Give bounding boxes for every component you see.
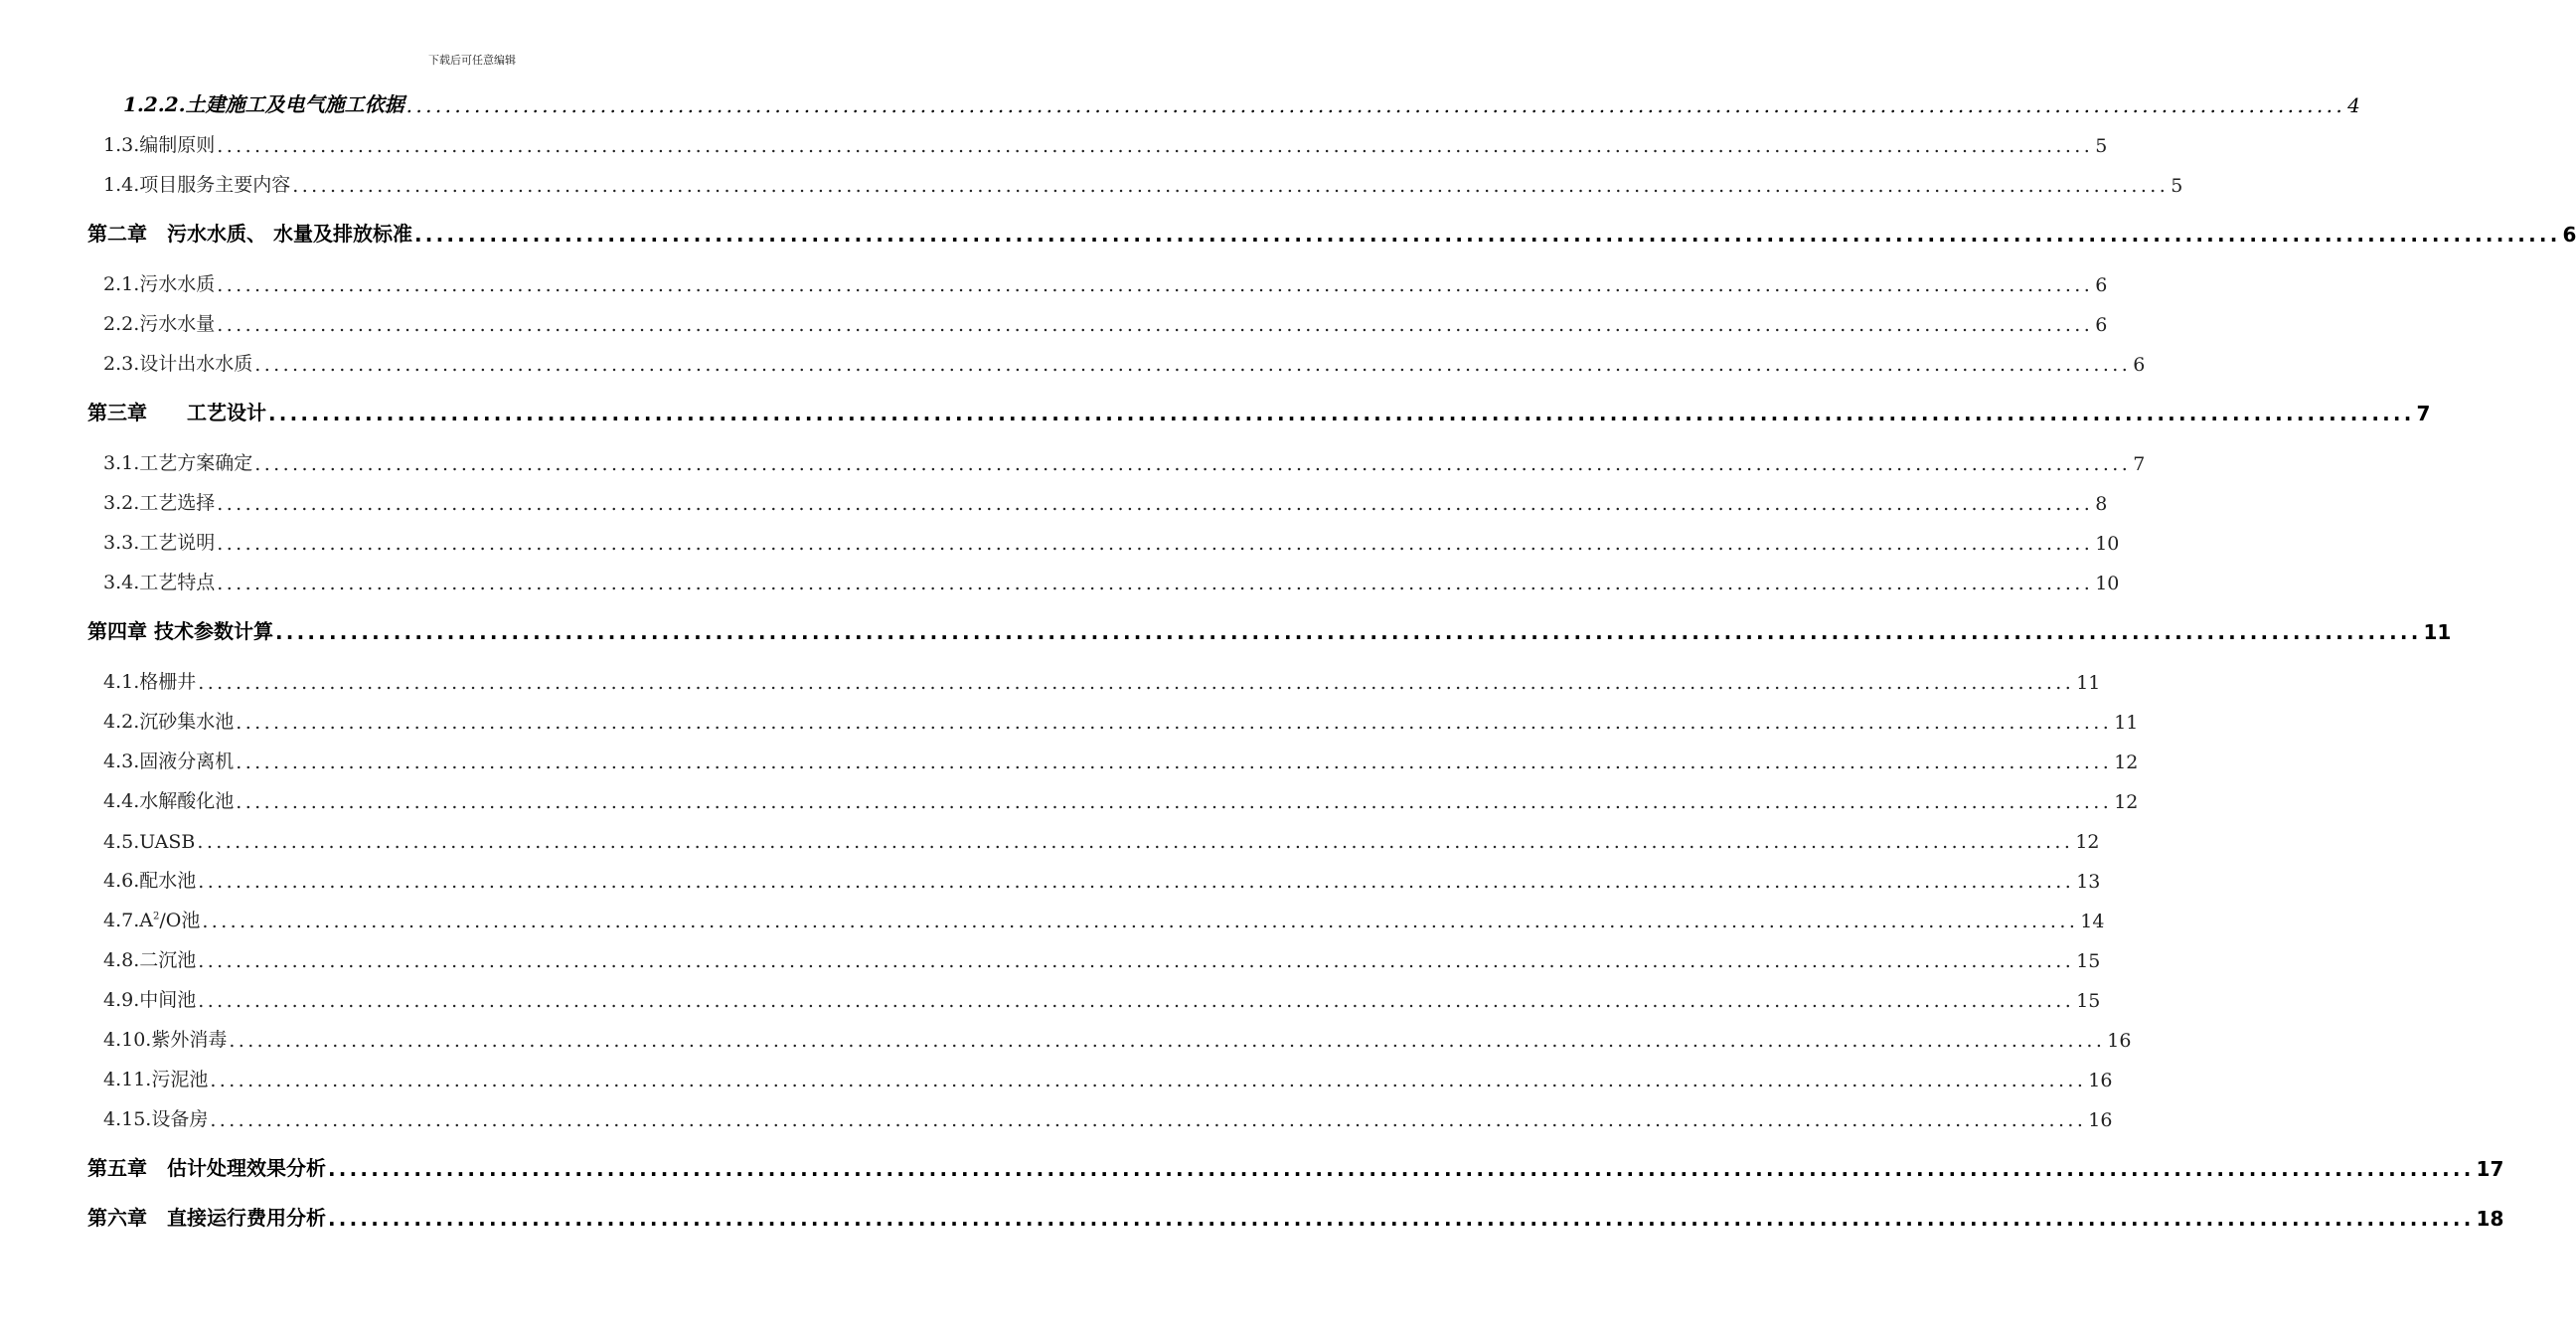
toc-page-number: 10	[2095, 533, 2120, 555]
toc-entry-label: 4.3.固液分离机	[103, 751, 235, 772]
toc-dot-leader: ........................................................................................................................................................................................................	[328, 1157, 2475, 1181]
toc-chapter-entry[interactable]	[87, 1153, 2504, 1181]
toc-entry-label: 1.4.项目服务主要内容	[103, 174, 291, 196]
toc-entry-label: 4.8.二沉池	[103, 949, 197, 971]
toc-page-number: 16	[2088, 1070, 2113, 1091]
toc-entry-label: 第六章 直接运行费用分析	[87, 1206, 326, 1230]
toc-page-number: 15	[2076, 990, 2101, 1012]
toc-section-entry[interactable]	[103, 1024, 2132, 1052]
toc-entry-label: $4.7.A^2/O$池	[103, 910, 201, 931]
toc-section-entry[interactable]	[103, 447, 2146, 475]
toc-dot-leader: ........................................................................................................................................................................................................	[217, 573, 2094, 594]
toc-entry-label: 4.2.沉砂集水池	[103, 711, 235, 733]
toc-dot-leader: ........................................................................................................................................................................................................	[202, 911, 2079, 932]
toc-page-number: 8	[2095, 493, 2108, 515]
toc-dot-leader: ........................................................................................................................................................................................................	[198, 672, 2075, 694]
toc-page-number: 17	[2476, 1157, 2504, 1181]
toc-section-entry[interactable]	[103, 825, 2100, 853]
toc-chapter-entry[interactable]	[87, 398, 2431, 425]
toc-dot-leader: ........................................................................................................................................................................................................	[405, 93, 2346, 117]
toc-page-number: 5	[2171, 175, 2183, 197]
toc-section-entry[interactable]	[103, 169, 2183, 197]
toc-dot-leader: ........................................................................................................................................................................................................	[217, 274, 2094, 296]
toc-section-entry[interactable]	[103, 348, 2146, 376]
toc-entry-label: 第四章 技术参数计算	[87, 619, 273, 643]
toc-chapter-entry[interactable]	[87, 1203, 2504, 1231]
toc-entry-label: 3.1.工艺方案确定	[103, 452, 253, 474]
toc-dot-leader: ........................................................................................................................................................................................................	[198, 950, 2075, 972]
toc-dot-leader: ........................................................................................................................................................................................................	[217, 135, 2094, 157]
toc-section-entry[interactable]	[103, 905, 2105, 932]
toc-chapter-entry[interactable]	[87, 616, 2452, 644]
toc-dot-leader: ........................................................................................................................................................................................................	[274, 620, 2422, 644]
toc-dot-leader: ........................................................................................................................................................................................................	[236, 752, 2113, 773]
toc-section-entry[interactable]	[103, 706, 2139, 734]
toc-page-number: 4	[2347, 93, 2360, 117]
toc-dot-leader: ........................................................................................................................................................................................................	[236, 791, 2113, 813]
toc-dot-leader: ........................................................................................................................................................................................................	[268, 402, 2415, 425]
toc-section-entry[interactable]	[103, 129, 2108, 157]
toc-entry-label: 4.10.紫外消毒	[103, 1029, 228, 1051]
toc-page-number: 5	[2095, 135, 2108, 157]
toc-section-entry[interactable]	[103, 487, 2108, 515]
toc-page-number: 13	[2076, 871, 2101, 893]
toc-dot-leader: ........................................................................................................................................................................................................	[254, 354, 2132, 376]
toc-dot-leader: ........................................................................................................................................................................................................	[210, 1109, 2087, 1131]
toc-subsection-entry[interactable]	[123, 89, 2360, 117]
toc-section-entry[interactable]	[103, 308, 2108, 336]
toc-page-number: 16	[2088, 1109, 2113, 1131]
toc-section-entry[interactable]	[103, 1103, 2113, 1131]
toc-entry-label: 4.15.设备房	[103, 1108, 209, 1130]
toc-section-entry[interactable]	[103, 865, 2101, 893]
toc-page-number: 6	[2095, 274, 2108, 296]
toc-entry-label: 第二章 污水水质、 水量及排放标准	[87, 222, 412, 246]
toc-entry-label: 第三章 工艺设计	[87, 401, 266, 424]
toc-entry-label: 3.3.工艺说明	[103, 532, 216, 554]
toc-dot-leader: ........................................................................................................................................................................................................	[413, 223, 2561, 247]
toc-entry-label: 4.4.水解酸化池	[103, 790, 235, 812]
toc-section-entry[interactable]	[103, 984, 2101, 1012]
page-header: 下载后可任意编辑	[428, 54, 516, 67]
toc-entry-label: 3.2.工艺选择	[103, 492, 216, 514]
toc-page-number: 12	[2075, 831, 2100, 853]
toc-dot-leader: ........................................................................................................................................................................................................	[210, 1070, 2087, 1091]
toc-dot-leader: ........................................................................................................................................................................................................	[229, 1030, 2106, 1052]
toc-chapter-entry[interactable]	[87, 219, 2576, 247]
toc-section-entry[interactable]	[103, 944, 2101, 972]
toc-entry-label: 2.1.污水水质	[103, 273, 216, 295]
toc-section-entry[interactable]	[103, 666, 2101, 694]
toc-dot-leader: ........................................................................................................................................................................................................	[217, 533, 2094, 555]
toc-dot-leader: ........................................................................................................................................................................................................	[328, 1207, 2475, 1231]
toc-entry-label: 4.9.中间池	[103, 989, 197, 1011]
toc-page-number: 18	[2476, 1207, 2504, 1231]
toc-entry-label: 3.4.工艺特点	[103, 572, 216, 593]
toc-section-entry[interactable]	[103, 567, 2120, 594]
toc-dot-leader: ........................................................................................................................................................................................................	[217, 493, 2094, 515]
toc-page-number: 6	[2095, 314, 2108, 336]
toc-page-number: 11	[2114, 712, 2139, 734]
toc-entry-label: 1.2.2.土建施工及电气施工依据	[123, 92, 404, 116]
toc-dot-leader: ........................................................................................................................................................................................................	[254, 453, 2132, 475]
toc-page-number: 6	[2133, 354, 2146, 376]
toc-page-number: 11	[2076, 672, 2101, 694]
toc-dot-leader: ........................................................................................................................................................................................................	[236, 712, 2113, 734]
toc-page-number: 12	[2114, 791, 2139, 813]
toc-page-number: 12	[2114, 752, 2139, 773]
toc-dot-leader: ........................................................................................................................................................................................................	[197, 831, 2074, 853]
toc-page-number: 15	[2076, 950, 2101, 972]
toc-entry-label: 4.6.配水池	[103, 870, 197, 892]
toc-page-number: 11	[2423, 620, 2452, 644]
toc-page-number: 16	[2107, 1030, 2132, 1052]
toc-page-number: 6	[2562, 223, 2576, 247]
toc-page-number: 14	[2080, 911, 2105, 932]
toc-dot-leader: ........................................................................................................................................................................................................	[292, 175, 2170, 197]
toc-page-number: 7	[2133, 453, 2146, 475]
toc-page-number: 10	[2095, 573, 2120, 594]
toc-entry-label: 2.3.设计出水水质	[103, 353, 253, 375]
toc-page-number: 7	[2416, 402, 2431, 425]
toc-section-entry[interactable]	[103, 1064, 2113, 1091]
toc-dot-leader: ........................................................................................................................................................................................................	[198, 990, 2075, 1012]
toc-section-entry[interactable]	[103, 527, 2120, 555]
toc-dot-leader: ........................................................................................................................................................................................................	[217, 314, 2094, 336]
toc-section-entry[interactable]	[103, 746, 2139, 773]
toc-entry-label: 4.11.污泥池	[103, 1069, 209, 1090]
toc-section-entry[interactable]	[103, 785, 2139, 813]
toc-entry-label: 2.2.污水水量	[103, 313, 216, 335]
toc-entry-label: 4.5.UASB	[103, 831, 196, 853]
toc-dot-leader: ........................................................................................................................................................................................................	[198, 871, 2075, 893]
toc-entry-label: 第五章 估计处理效果分析	[87, 1156, 326, 1180]
toc-section-entry[interactable]	[103, 268, 2108, 296]
toc-entry-label: 1.3.编制原则	[103, 134, 216, 156]
toc-entry-label: 4.1.格栅井	[103, 671, 197, 693]
